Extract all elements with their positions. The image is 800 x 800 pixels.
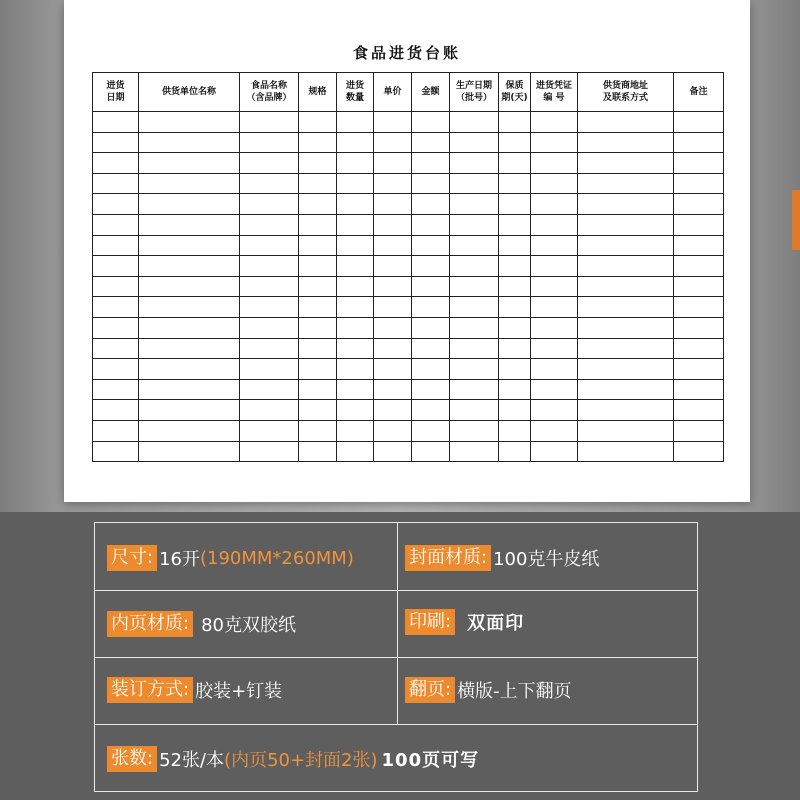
sheets-value: 52张/本: [159, 750, 225, 771]
ledger-cell: [531, 276, 578, 297]
ledger-cell: [412, 214, 450, 235]
ledger-cell: [578, 112, 674, 133]
ledger-row: [93, 112, 724, 133]
header-text: 供货商地址: [602, 81, 648, 91]
size-detail: (190MM*260MM): [199, 547, 354, 569]
print-value: 双面印: [467, 613, 525, 634]
spec-inner: [107, 611, 296, 637]
ledger-cell: [93, 441, 139, 462]
header-text: 期(天): [501, 93, 528, 103]
ledger-cell: [499, 359, 531, 380]
ledger-cell: [412, 276, 450, 297]
ledger-cell: [412, 112, 450, 133]
ledger-cell: [374, 400, 412, 421]
ledger-cell: [499, 338, 531, 359]
print-tag: 印刷:: [405, 609, 455, 635]
ledger-cell: [337, 235, 374, 256]
ledger-cell: [499, 400, 531, 421]
ledger-cell: [674, 359, 724, 380]
spec-binding: [107, 677, 282, 703]
header-text: 编 号: [543, 93, 565, 103]
ledger-cell: [499, 235, 531, 256]
ledger-cell: [412, 235, 450, 256]
spec-size: [107, 545, 354, 571]
ledger-cell: [139, 276, 240, 297]
ledger-cell: [139, 235, 240, 256]
header-text: 备注: [689, 87, 708, 97]
ledger-cell: [499, 112, 531, 133]
ledger-cell: [93, 235, 139, 256]
ledger-cell: [412, 359, 450, 380]
ledger-cell: [674, 194, 724, 215]
ledger-cell: [450, 235, 499, 256]
ledger-header-cell: [499, 73, 531, 112]
ledger-cell: [93, 214, 139, 235]
header-text: 及联系方式: [602, 93, 648, 103]
ledger-cell: [578, 441, 674, 462]
ledger-cell: [531, 214, 578, 235]
ledger-cell: [93, 420, 139, 441]
ledger-cell: [93, 153, 139, 174]
ledger-cell: [578, 317, 674, 338]
ledger-cell: [450, 338, 499, 359]
flip-value: 横版-上下翻页: [457, 681, 572, 702]
ledger-cell: [337, 112, 374, 133]
header-text: 食品名称: [250, 81, 287, 91]
ledger-cell: [240, 379, 299, 400]
ledger-cell: [139, 359, 240, 380]
ledger-cell: [139, 153, 240, 174]
ledger-row: [93, 214, 724, 235]
ledger-cell: [412, 132, 450, 153]
ledger-cell: [337, 400, 374, 421]
ledger-cell: [299, 153, 337, 174]
ledger-cell: [412, 297, 450, 318]
ledger-row: [93, 276, 724, 297]
ledger-cell: [240, 441, 299, 462]
ledger-cell: [374, 297, 412, 318]
ledger-cell: [412, 400, 450, 421]
spec-sheets: [107, 746, 479, 772]
ledger-cell: [674, 214, 724, 235]
ledger-cell: [450, 359, 499, 380]
ledger-cell: [531, 256, 578, 277]
ledger-header-cell: [93, 73, 139, 112]
ledger-row: [93, 420, 724, 441]
ledger-cell: [412, 338, 450, 359]
ledger-cell: [93, 276, 139, 297]
ledger-cell: [93, 194, 139, 215]
ledger-cell: [240, 132, 299, 153]
spec-flip: [405, 677, 572, 703]
ledger-cell: [139, 132, 240, 153]
ledger-cell: [139, 214, 240, 235]
ledger-cell: [674, 173, 724, 194]
ledger-header-cell: [412, 73, 450, 112]
header-text: 进货: [106, 81, 125, 91]
header-text: 数量: [345, 93, 364, 103]
ledger-header-cell: [674, 73, 724, 112]
ledger-cell: [450, 276, 499, 297]
ledger-cell: [299, 338, 337, 359]
size-tag: 尺寸:: [107, 545, 157, 571]
ledger-cell: [499, 153, 531, 174]
header-text: （含品牌）: [246, 93, 292, 103]
ledger-cell: [93, 400, 139, 421]
ledger-cell: [578, 338, 674, 359]
ledger-cell: [674, 297, 724, 318]
ledger-cell: [240, 400, 299, 421]
ledger-cell: [240, 194, 299, 215]
ledger-body: [93, 112, 724, 462]
inner-tag: 内页材质:: [107, 611, 193, 637]
ledger-cell: [450, 297, 499, 318]
ledger-cell: [337, 297, 374, 318]
ledger-cell: [240, 276, 299, 297]
ledger-cell: [450, 214, 499, 235]
ledger-cell: [450, 256, 499, 277]
ledger-cell: [374, 112, 412, 133]
ledger-cell: [139, 379, 240, 400]
ledger-header-cell: [531, 73, 578, 112]
ledger-cell: [674, 153, 724, 174]
ledger-cell: [374, 441, 412, 462]
ledger-cell: [93, 297, 139, 318]
header-text: 规格: [308, 87, 327, 97]
flip-tag: 翻页:: [405, 677, 455, 703]
ledger-cell: [674, 379, 724, 400]
ledger-cell: [412, 173, 450, 194]
ledger-cell: [299, 173, 337, 194]
ledger-cell: [93, 317, 139, 338]
ledger-cell: [240, 317, 299, 338]
ledger-cell: [674, 338, 724, 359]
ledger-cell: [299, 400, 337, 421]
ledger-cell: [531, 317, 578, 338]
ledger-cell: [531, 132, 578, 153]
ledger-cell: [450, 173, 499, 194]
ledger-cell: [499, 441, 531, 462]
ledger-cell: [499, 317, 531, 338]
ledger-cell: [374, 214, 412, 235]
ledger-cell: [531, 235, 578, 256]
ledger-cell: [299, 379, 337, 400]
ledger-row: [93, 359, 724, 380]
ledger-cell: [531, 400, 578, 421]
ledger-cell: [450, 420, 499, 441]
ledger-cell: [337, 256, 374, 277]
ledger-cell: [337, 420, 374, 441]
ledger-cell: [674, 256, 724, 277]
ledger-row: [93, 132, 724, 153]
ledger-cell: [531, 173, 578, 194]
header-text: 保质: [505, 81, 524, 91]
ledger-cell: [139, 441, 240, 462]
ledger-cell: [93, 132, 139, 153]
ledger-cell: [450, 112, 499, 133]
ledger-cell: [139, 112, 240, 133]
ledger-cell: [531, 194, 578, 215]
ledger-cell: [374, 194, 412, 215]
ledger-cell: [412, 420, 450, 441]
ledger-header-cell: [450, 73, 499, 112]
ledger-cell: [374, 276, 412, 297]
ledger-cell: [531, 441, 578, 462]
ledger-cell: [578, 400, 674, 421]
ledger-cell: [450, 379, 499, 400]
ledger-cell: [499, 194, 531, 215]
binding-tag: 装订方式:: [107, 677, 193, 703]
ledger-cell: [499, 297, 531, 318]
ledger-cell: [93, 256, 139, 277]
header-text: 供货单位名称: [161, 87, 216, 97]
spec-column-divider: [397, 523, 398, 724]
ledger-cell: [531, 359, 578, 380]
ledger-cell: [578, 214, 674, 235]
sheets-detail: (内页50+封面2张): [224, 750, 378, 771]
header-text: （批号）: [455, 93, 492, 103]
spec-panel: [94, 522, 698, 792]
ledger-cell: [450, 132, 499, 153]
ledger-cell: [412, 441, 450, 462]
ledger-cell: [240, 235, 299, 256]
ledger-cell: [299, 359, 337, 380]
ledger-cell: [499, 214, 531, 235]
ledger-header-cell: [337, 73, 374, 112]
binding-value: 胶装+钉装: [195, 681, 283, 702]
ledger-row: [93, 379, 724, 400]
ledger-cell: [578, 256, 674, 277]
ledger-cell: [337, 379, 374, 400]
ledger-cell: [139, 338, 240, 359]
inner-value: 80克双胶纸: [201, 615, 296, 636]
ledger-table: [92, 72, 724, 462]
ledger-cell: [139, 297, 240, 318]
ledger-cell: [240, 173, 299, 194]
ledger-cell: [337, 276, 374, 297]
ledger-row: [93, 441, 724, 462]
ledger-cell: [93, 112, 139, 133]
ledger-cell: [299, 317, 337, 338]
ledger-cell: [499, 276, 531, 297]
ledger-header-cell: [299, 73, 337, 112]
ledger-cell: [374, 420, 412, 441]
header-text: 金额: [421, 87, 440, 97]
ledger-cell: [93, 379, 139, 400]
ledger-cell: [578, 235, 674, 256]
ledger-cell: [674, 276, 724, 297]
ledger-row: [93, 153, 724, 174]
ledger-cell: [674, 400, 724, 421]
ledger-cell: [299, 214, 337, 235]
ledger-row: [93, 194, 724, 215]
ledger-cell: [139, 256, 240, 277]
sheets-tag: 张数:: [107, 746, 157, 772]
spec-cover: [405, 545, 599, 571]
ledger-cell: [450, 441, 499, 462]
ledger-cell: [531, 379, 578, 400]
size-value: 16开: [159, 549, 200, 570]
ledger-cell: [374, 379, 412, 400]
ledger-cell: [139, 173, 240, 194]
ledger-cell: [240, 420, 299, 441]
ledger-header-row: [93, 73, 724, 112]
ledger-cell: [450, 194, 499, 215]
ledger-cell: [337, 317, 374, 338]
cover-tag: 封面材质:: [405, 545, 491, 571]
ledger-cell: [674, 317, 724, 338]
ledger-cell: [499, 256, 531, 277]
ledger-cell: [412, 256, 450, 277]
ledger-header-cell: [578, 73, 674, 112]
ledger-cell: [299, 256, 337, 277]
ledger-cell: [450, 153, 499, 174]
ledger-cell: [240, 338, 299, 359]
ledger-cell: [374, 338, 412, 359]
ledger-cell: [240, 256, 299, 277]
ledger-cell: [578, 276, 674, 297]
ledger-cell: [299, 420, 337, 441]
spec-print: [405, 609, 524, 635]
ledger-cell: [240, 153, 299, 174]
ledger-cell: [299, 235, 337, 256]
ledger-row: [93, 297, 724, 318]
ledger-cell: [139, 317, 240, 338]
ledger-row: [93, 256, 724, 277]
ledger-cell: [578, 420, 674, 441]
ledger-row: [93, 235, 724, 256]
ledger-title: 食品进货台账: [352, 44, 461, 62]
ledger-header-cell: [139, 73, 240, 112]
ledger-cell: [240, 214, 299, 235]
ledger-cell: [531, 338, 578, 359]
ledger-cell: [240, 297, 299, 318]
header-text: 单价: [383, 87, 402, 97]
ledger-cell: [337, 359, 374, 380]
ledger-cell: [93, 359, 139, 380]
ledger-cell: [337, 338, 374, 359]
ledger-cell: [674, 235, 724, 256]
ledger-cell: [374, 317, 412, 338]
ledger-cell: [499, 420, 531, 441]
spec-divider: [95, 590, 697, 591]
ledger-cell: [337, 214, 374, 235]
cover-value: 100克牛皮纸: [493, 549, 600, 570]
pages-value: 100页可写: [381, 750, 480, 771]
ledger-cell: [139, 420, 240, 441]
ledger-cell: [674, 112, 724, 133]
header-text: 进货凭证: [535, 81, 572, 91]
ledger-cell: [337, 194, 374, 215]
ledger-cell: [374, 256, 412, 277]
header-text: 进货: [345, 81, 364, 91]
ledger-cell: [374, 153, 412, 174]
ledger-cell: [412, 317, 450, 338]
ledger-cell: [531, 153, 578, 174]
ledger-cell: [374, 132, 412, 153]
ledger-cell: [499, 173, 531, 194]
ledger-cell: [450, 317, 499, 338]
ledger-cell: [578, 194, 674, 215]
ledger-cell: [299, 112, 337, 133]
ledger-cell: [578, 297, 674, 318]
ledger-cell: [531, 112, 578, 133]
side-accent-tab: [792, 190, 800, 250]
header-text: 生产日期: [455, 81, 492, 91]
ledger-cell: [93, 173, 139, 194]
ledger-cell: [337, 132, 374, 153]
spec-divider: [95, 657, 697, 658]
ledger-cell: [240, 112, 299, 133]
ledger-cell: [374, 173, 412, 194]
ledger-cell: [337, 441, 374, 462]
ledger-cell: [299, 194, 337, 215]
ledger-cell: [578, 173, 674, 194]
ledger-cell: [450, 400, 499, 421]
ledger-cell: [299, 297, 337, 318]
ledger-row: [93, 400, 724, 421]
ledger-cell: [674, 441, 724, 462]
ledger-cell: [412, 153, 450, 174]
ledger-row: [93, 338, 724, 359]
ledger-cell: [139, 194, 240, 215]
ledger-cell: [139, 400, 240, 421]
ledger-cell: [374, 359, 412, 380]
header-text: 日期: [106, 93, 125, 103]
ledger-cell: [337, 153, 374, 174]
ledger-cell: [240, 359, 299, 380]
ledger-cell: [578, 379, 674, 400]
ledger-cell: [499, 132, 531, 153]
ledger-cell: [499, 379, 531, 400]
ledger-cell: [531, 297, 578, 318]
ledger-cell: [299, 441, 337, 462]
spec-divider: [95, 724, 697, 725]
ledger-cell: [412, 379, 450, 400]
ledger-cell: [299, 132, 337, 153]
ledger-cell: [299, 276, 337, 297]
ledger-row: [93, 173, 724, 194]
ledger-header-cell: [374, 73, 412, 112]
ledger-cell: [674, 420, 724, 441]
ledger-cell: [578, 132, 674, 153]
ledger-cell: [412, 194, 450, 215]
ledger-sheet: [64, 0, 750, 502]
ledger-cell: [674, 132, 724, 153]
ledger-cell: [93, 338, 139, 359]
ledger-cell: [578, 359, 674, 380]
ledger-cell: [337, 173, 374, 194]
ledger-cell: [531, 420, 578, 441]
ledger-row: [93, 317, 724, 338]
ledger-cell: [374, 235, 412, 256]
ledger-cell: [578, 153, 674, 174]
ledger-header-cell: [240, 73, 299, 112]
